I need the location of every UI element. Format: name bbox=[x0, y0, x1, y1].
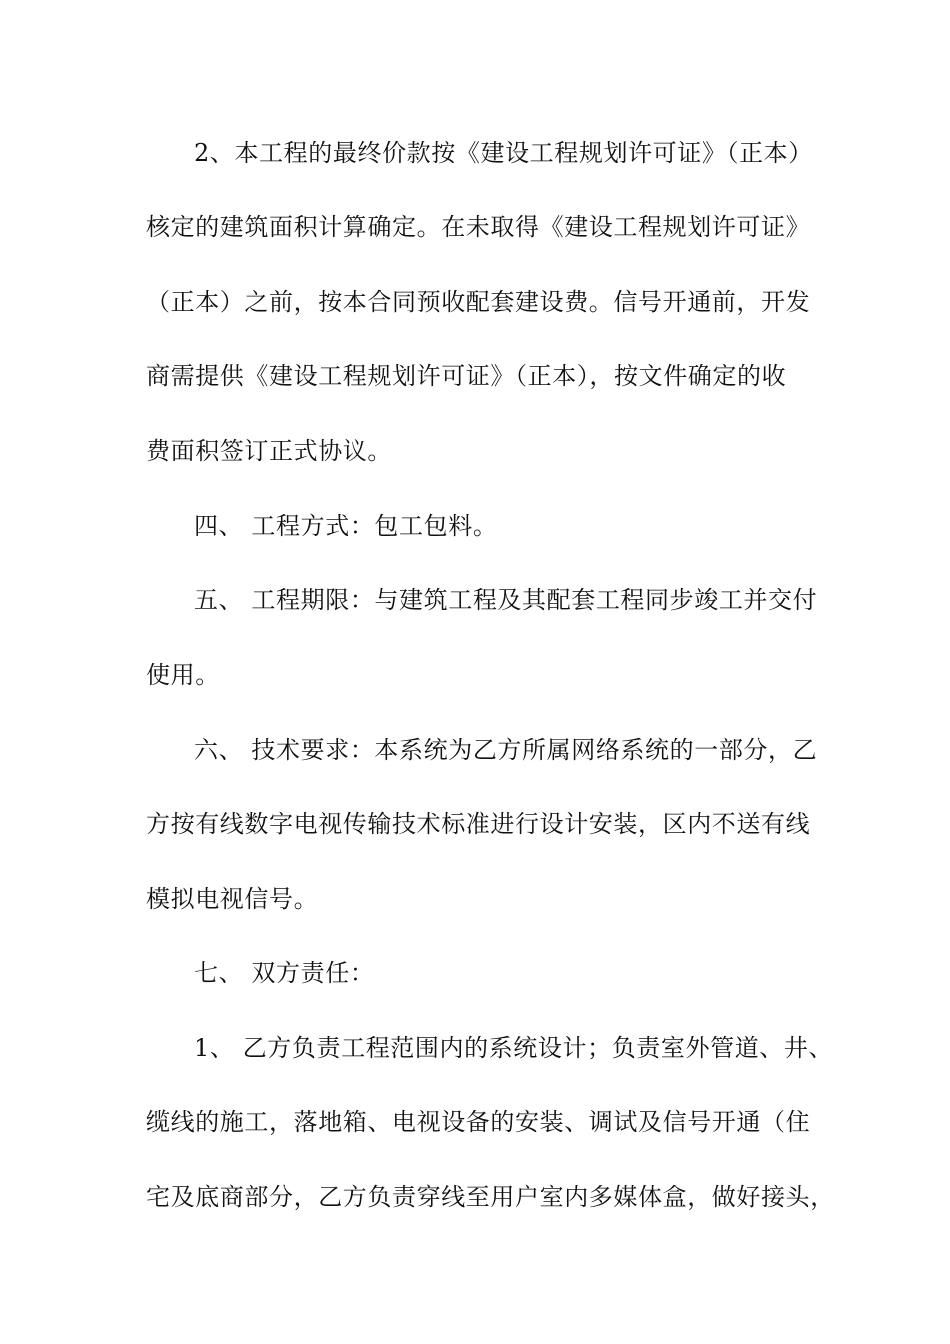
paragraph-line: 模拟电视信号。 bbox=[146, 885, 319, 913]
section-heading-five: 五、 工程期限：与建筑工程及其配套工程同步竣工并交付 bbox=[194, 586, 818, 614]
paragraph-line: 方按有线数字电视传输技术标准进行设计安装，区内不送有线 bbox=[146, 810, 811, 838]
paragraph-line: 宅及底商部分，乙方负责穿线至用户室内多媒体盒，做好接头， bbox=[146, 1183, 835, 1211]
section-heading-four: 四、 工程方式：包工包料。 bbox=[194, 512, 498, 540]
section-heading-six: 六、 技术要求：本系统为乙方所属网络系统的一部分，乙 bbox=[194, 736, 818, 764]
paragraph-line: （正本）之前，按本合同预收配套建设费。信号开通前，开发 bbox=[146, 288, 811, 316]
paragraph-line: 2、本工程的最终价款按《建设工程规划许可证》（正本） bbox=[194, 139, 813, 167]
paragraph-line: 缆线的施工，落地箱、电视设备的安装、调试及信号开通（住 bbox=[146, 1108, 811, 1136]
paragraph-line: 商需提供《建设工程规划许可证》（正本），按文件确定的收 bbox=[146, 362, 787, 390]
paragraph-line: 费面积签订正式协议。 bbox=[146, 437, 392, 465]
list-item-1: 1、 乙方负责工程范围内的系统设计；负责室外管道、井、 bbox=[194, 1034, 834, 1062]
section-heading-seven: 七、 双方责任： bbox=[194, 959, 375, 987]
paragraph-line: 使用。 bbox=[146, 661, 220, 689]
paragraph-line: 核定的建筑面积计算确定。在未取得《建设工程规划许可证》 bbox=[146, 213, 811, 241]
